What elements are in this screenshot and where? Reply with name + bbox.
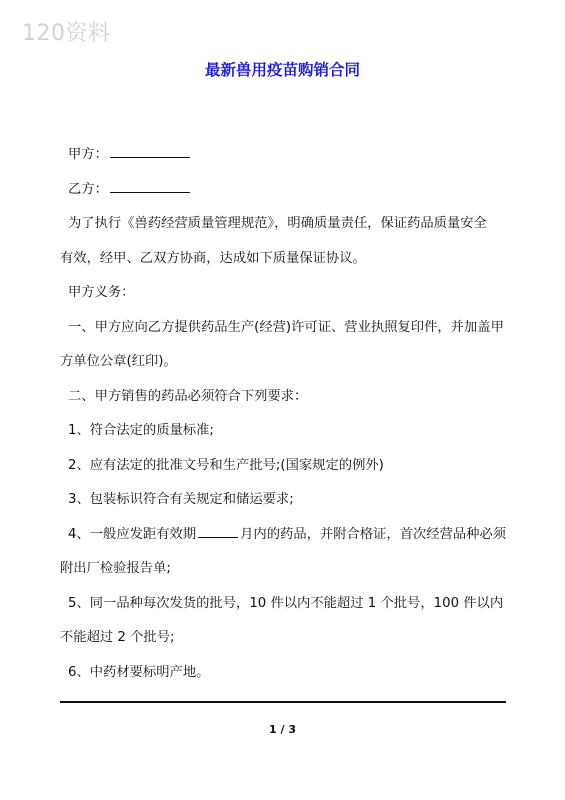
party-b-label: 乙方： (68, 181, 108, 197)
party-a-label: 甲方： (68, 147, 108, 162)
requirement-2: 2、应有法定的批准文号和生产批号;(国家规定的例外) (68, 457, 384, 473)
requirement-4-pre: 4、一般应发距有效期 (68, 526, 197, 542)
document-title: 最新兽用疫苗购销合同 (204, 61, 360, 79)
page-number: 1 / 3 (269, 723, 296, 736)
requirement-5-line-2: 不能超过 2 个批号; (60, 630, 175, 645)
requirement-1: 1、符合法定的质量标准; (68, 423, 214, 438)
party-b-line (60, 173, 510, 208)
item-2: 二、甲方销售的药品必须符合下列要求： (68, 388, 308, 404)
intro-line-1: 为了执行《兽药经营质量管理规范》，明确质量责任，保证药品质量安全 (68, 216, 487, 231)
item-1-line-1: 一、甲方应向乙方提供药品生产(经营)许可证、营业执照复印件，并加盖甲 (68, 319, 504, 335)
requirement-4-post: 月内的药品，并附合格证，首次经营品种必须 (240, 526, 507, 542)
requirement-4-line-2: 附出厂检验报告单; (60, 561, 171, 576)
party-b-blank (110, 180, 190, 193)
requirement-5-line-1: 5、同一品种每次发货的批号，10 件以内不能超过 1 个批号，100 件以内 (68, 595, 504, 611)
validity-period-blank (198, 525, 238, 538)
footer-divider (60, 701, 506, 703)
requirement-4-line-1 (60, 518, 510, 553)
document-body (60, 138, 510, 690)
watermark-logo: 120资料 (22, 21, 111, 46)
party-a-line (60, 138, 510, 173)
section-heading: 甲方义务： (68, 285, 135, 300)
requirement-6: 6、中药材要标明产地。 (68, 664, 210, 680)
item-1-line-2: 方单位公章(红印)。 (60, 354, 177, 369)
requirement-3: 3、包装标识符合有关规定和储运要求; (68, 492, 294, 507)
intro-line-2: 有效，经甲、乙双方协商，达成如下质量保证协议。 (60, 250, 366, 266)
party-a-blank (110, 145, 190, 158)
